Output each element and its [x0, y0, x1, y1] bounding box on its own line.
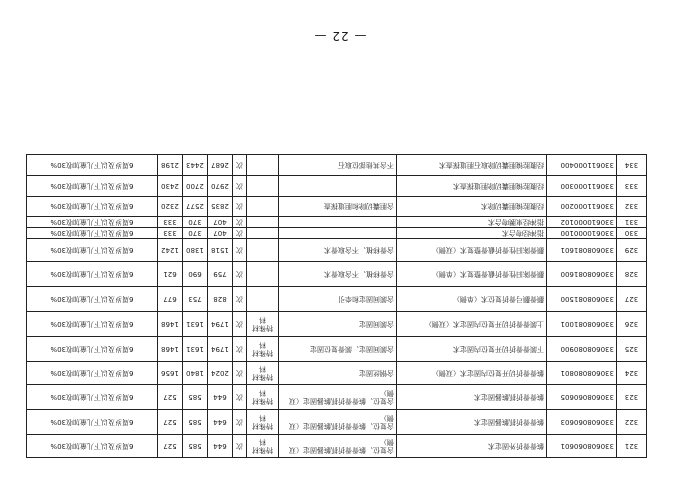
price-level-3-cell: 2320	[158, 197, 183, 217]
row-index-cell: 333	[617, 176, 647, 197]
excluded-content-cell: 特殊材料	[247, 385, 279, 410]
price-level-1-cell: 644	[208, 435, 233, 458]
excluded-content-cell	[247, 228, 279, 239]
item-code-cell: 330610000102	[547, 217, 617, 228]
price-level-1-cell: 407	[208, 228, 233, 239]
item-content-cell: 含胆囊切除和胆道探查	[279, 197, 397, 217]
price-level-1-cell: 2970	[208, 176, 233, 197]
unit-cell: 次	[233, 176, 247, 197]
remark-cell: 6周岁及以下儿童加收30%	[27, 217, 158, 228]
item-name-cell: 髌骨骨折抓髌器固定术	[397, 385, 547, 410]
unit-cell: 次	[233, 337, 247, 362]
item-name-cell: 髌骨骨折外固定术	[397, 435, 547, 458]
price-level-3-cell: 527	[158, 410, 183, 435]
price-level-2-cell: 370	[183, 217, 208, 228]
excluded-content-cell: 特殊材料	[247, 410, 279, 435]
price-level-2-cell: 1380	[183, 239, 208, 262]
remark-cell: 6周岁及以下儿童加收30%	[27, 155, 158, 176]
unit-cell: 次	[233, 410, 247, 435]
row-index-cell: 329	[617, 239, 647, 262]
unit-cell: 次	[233, 435, 247, 458]
item-name-cell: 下颌骨骨折切开复位内固定术	[397, 337, 547, 362]
unit-cell: 次	[233, 287, 247, 312]
unit-cell: 次	[233, 197, 247, 217]
item-name-cell: 指神经吻合术	[397, 228, 547, 239]
item-name-cell: 颧骨陈旧性骨折截骨整复术（双侧）	[397, 239, 547, 262]
item-name-cell: 颧骨颧弓骨折复位术（单侧）	[397, 287, 547, 312]
item-content-cell: 含骨移植、不含取骨术	[279, 262, 397, 287]
row-index-cell: 327	[617, 287, 647, 312]
remark-cell: 6周岁及以下儿童加收30%	[27, 312, 158, 337]
item-code-cell: 330611000300	[547, 176, 617, 197]
item-code-cell: 330608081600	[547, 262, 617, 287]
price-level-2-cell: 585	[183, 435, 208, 458]
price-level-3-cell: 2430	[158, 176, 183, 197]
remark-cell: 6周岁及以下儿童加收30%	[27, 337, 158, 362]
price-level-3-cell: 621	[158, 262, 183, 287]
item-name-cell: 经腹腔镜胆囊切除取石胆道探查术	[397, 155, 547, 176]
item-content-cell: 含颌间固定和牵引	[279, 287, 397, 312]
unit-cell: 次	[233, 228, 247, 239]
remark-cell: 6周岁及以下儿童加收30%	[27, 435, 158, 458]
excluded-content-cell	[247, 262, 279, 287]
unit-cell: 次	[233, 312, 247, 337]
row-index-cell: 330	[617, 228, 647, 239]
excluded-content-cell: 特殊材料	[247, 337, 279, 362]
excluded-content-cell: 特殊材料	[247, 362, 279, 385]
remark-cell: 6周岁及以下儿童加收30%	[27, 239, 158, 262]
remark-cell: 6周岁及以下儿童加收30%	[27, 228, 158, 239]
price-level-1-cell: 644	[208, 385, 233, 410]
excluded-content-cell: 特殊材料	[247, 312, 279, 337]
remark-cell: 6周岁及以下儿童加收30%	[27, 197, 158, 217]
price-level-3-cell: 1656	[158, 362, 183, 385]
item-content-cell: 含复位、髌骨骨折抓髌器固定（双侧）	[279, 435, 397, 458]
price-level-2-cell: 2577	[183, 197, 208, 217]
excluded-content-cell: 特殊材料	[247, 435, 279, 458]
table-row	[27, 262, 647, 287]
item-code-cell: 330608081500	[547, 287, 617, 312]
excluded-content-cell	[247, 287, 279, 312]
price-level-2-cell: 585	[183, 410, 208, 435]
price-level-1-cell: 1794	[208, 337, 233, 362]
item-content-cell	[279, 228, 397, 239]
price-level-3-cell: 333	[158, 217, 183, 228]
table-row	[27, 287, 647, 312]
remark-cell: 6周岁及以下儿童加收30%	[27, 362, 158, 385]
item-name-cell: 指神经束膜吻合术	[397, 217, 547, 228]
table-row	[27, 217, 647, 228]
item-code-cell: 330610000100	[547, 228, 617, 239]
item-content-cell: 不含其他部位取石	[279, 155, 397, 176]
price-level-1-cell: 2024	[208, 362, 233, 385]
item-code-cell: 330608060605	[547, 385, 617, 410]
item-code-cell: 330608080801	[547, 362, 617, 385]
price-level-1-cell: 1518	[208, 239, 233, 262]
table-row	[27, 410, 647, 435]
excluded-content-cell	[247, 155, 279, 176]
unit-cell: 次	[233, 217, 247, 228]
price-level-2-cell: 1631	[183, 337, 208, 362]
remark-cell: 6周岁及以下儿童加收30%	[27, 176, 158, 197]
table-row	[27, 337, 647, 362]
item-name-cell: 经腹腔镜胆囊切除胆道探查术	[397, 176, 547, 197]
price-level-2-cell: 370	[183, 228, 208, 239]
price-level-2-cell: 690	[183, 262, 208, 287]
price-level-2-cell: 1840	[183, 362, 208, 385]
item-name-cell: 髌骨骨折抓髌器固定术	[397, 410, 547, 435]
item-content-cell	[279, 217, 397, 228]
item-code-cell: 330608060601	[547, 435, 617, 458]
excluded-content-cell	[247, 176, 279, 197]
row-index-cell: 321	[617, 435, 647, 458]
item-name-cell: 上颌骨骨折切开复位内固定术（双侧）	[397, 312, 547, 337]
item-code-cell: 330608080900	[547, 337, 617, 362]
item-code-cell: 330611000400	[547, 155, 617, 176]
item-name-cell: 颧骨陈旧性骨折截骨整复术（单侧）	[397, 262, 547, 287]
row-index-cell: 324	[617, 362, 647, 385]
remark-cell: 6周岁及以下儿童加收30%	[27, 262, 158, 287]
price-level-1-cell: 828	[208, 287, 233, 312]
item-content-cell: 含钢丝固定	[279, 362, 397, 385]
row-index-cell: 325	[617, 337, 647, 362]
price-level-1-cell: 1794	[208, 312, 233, 337]
remark-cell: 6周岁及以下儿童加收30%	[27, 287, 158, 312]
item-name-cell: 髌骨骨折切开复位内固定术（双侧）	[397, 362, 547, 385]
unit-cell: 次	[233, 239, 247, 262]
table-row	[27, 435, 647, 458]
price-level-3-cell: 1468	[158, 337, 183, 362]
price-level-2-cell: 753	[183, 287, 208, 312]
unit-cell: 次	[233, 362, 247, 385]
excluded-content-cell	[247, 239, 279, 262]
table-row	[27, 385, 647, 410]
price-level-3-cell: 677	[158, 287, 183, 312]
item-code-cell: 330608081601	[547, 239, 617, 262]
item-content-cell: 含颌间固定、颌骨复位固定	[279, 337, 397, 362]
table-row	[27, 228, 647, 239]
row-index-cell: 328	[617, 262, 647, 287]
price-level-3-cell: 1468	[158, 312, 183, 337]
price-level-3-cell: 527	[158, 435, 183, 458]
item-content-cell: 含颌间固定	[279, 312, 397, 337]
price-level-3-cell: 2198	[158, 155, 183, 176]
row-index-cell: 334	[617, 155, 647, 176]
remark-cell: 6周岁及以下儿童加收30%	[27, 410, 158, 435]
remark-cell: 6周岁及以下儿童加收30%	[27, 385, 158, 410]
item-content-cell	[279, 176, 397, 197]
row-index-cell: 322	[617, 410, 647, 435]
item-content-cell: 含复位、髌骨骨折抓髌器固定（双侧）	[279, 385, 397, 410]
price-level-2-cell: 2443	[183, 155, 208, 176]
price-level-1-cell: 407	[208, 217, 233, 228]
price-level-3-cell: 1242	[158, 239, 183, 262]
price-level-3-cell: 333	[158, 228, 183, 239]
row-index-cell: 323	[617, 385, 647, 410]
price-level-2-cell: 2700	[183, 176, 208, 197]
row-index-cell: 331	[617, 217, 647, 228]
fee-table-body	[27, 155, 647, 458]
item-content-cell: 含复位、髌骨骨折抓髌器固定（双侧）	[279, 410, 397, 435]
price-level-3-cell: 527	[158, 385, 183, 410]
excluded-content-cell	[247, 197, 279, 217]
page-number: — 22 —	[313, 29, 367, 43]
table-row	[27, 197, 647, 217]
table-row	[27, 312, 647, 337]
excluded-content-cell	[247, 217, 279, 228]
unit-cell: 次	[233, 262, 247, 287]
item-code-cell: 330608081001	[547, 312, 617, 337]
fee-table	[26, 154, 647, 458]
item-name-cell: 经腹腔镜胆囊切除术	[397, 197, 547, 217]
price-level-2-cell: 585	[183, 385, 208, 410]
item-content-cell: 含骨移植、不含取骨术	[279, 239, 397, 262]
item-code-cell: 330608060603	[547, 410, 617, 435]
row-index-cell: 332	[617, 197, 647, 217]
price-level-2-cell: 1631	[183, 312, 208, 337]
unit-cell: 次	[233, 155, 247, 176]
table-row	[27, 239, 647, 262]
table-row	[27, 362, 647, 385]
price-level-1-cell: 2835	[208, 197, 233, 217]
table-row	[27, 176, 647, 197]
row-index-cell: 326	[617, 312, 647, 337]
price-level-1-cell: 2687	[208, 155, 233, 176]
unit-cell: 次	[233, 385, 247, 410]
price-level-1-cell: 644	[208, 410, 233, 435]
item-code-cell: 330611000200	[547, 197, 617, 217]
table-row	[27, 155, 647, 176]
price-level-1-cell: 759	[208, 262, 233, 287]
